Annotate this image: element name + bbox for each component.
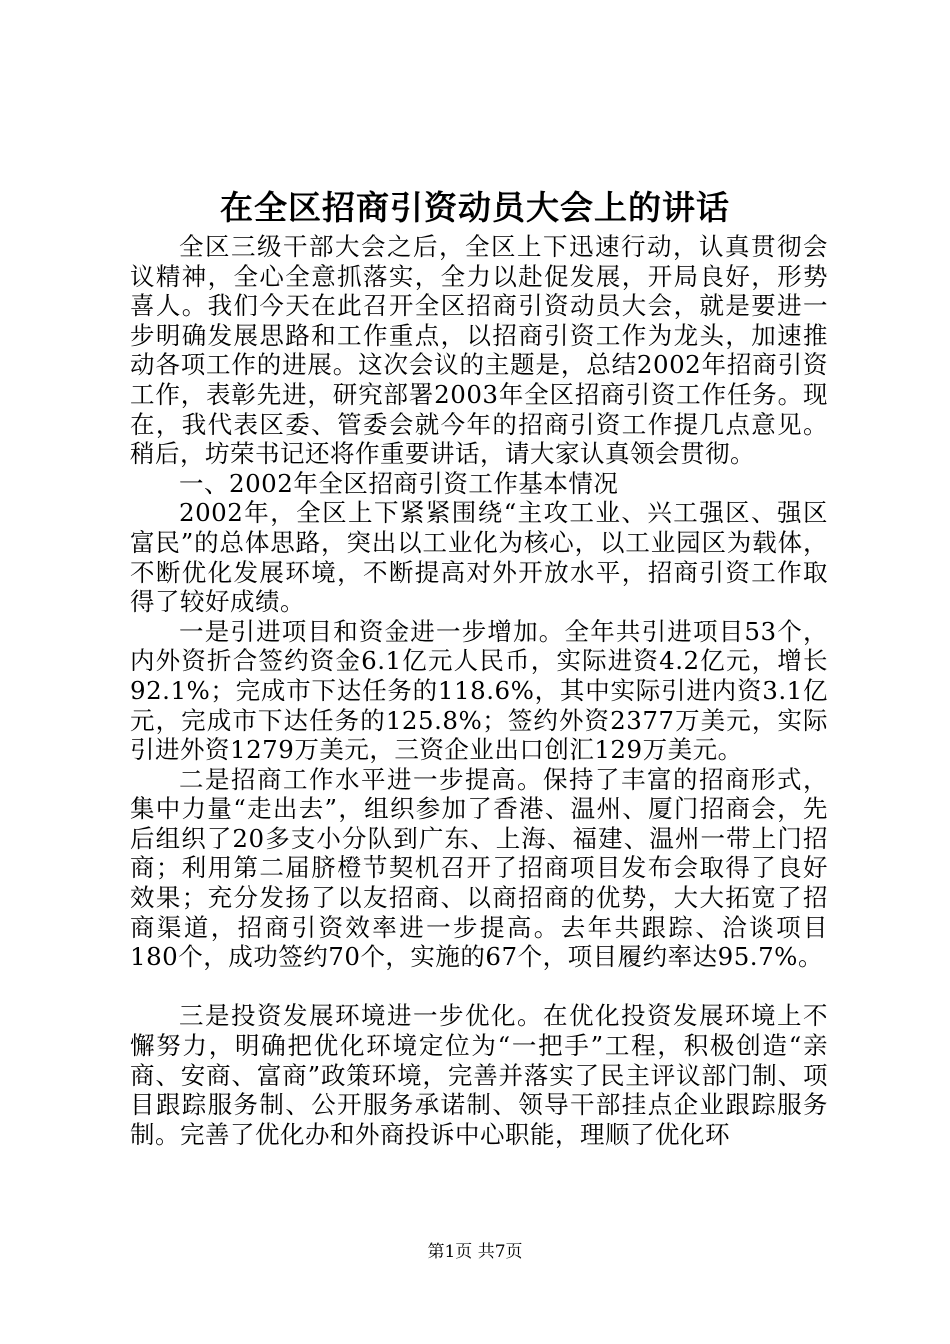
page-number-footer: 第1页 共7页 [427, 1242, 523, 1262]
paragraph-overview: 2002年，全区上下紧紧围绕“主攻工业、兴工强区、强区富民”的总体思路，突出以工业化为核心，以工业园区为载体，不断优化发展环境，不断提高对外开放水平，招商引资工作取得了较好成绩。 [130, 498, 828, 617]
document-title: 在全区招商引资动员大会上的讲话 [220, 188, 730, 227]
paragraph-point-3: 三是投资发展环境进一步优化。在优化投资发展环境上不懈努力，明确把优化环境定位为“一把手”工程，积极创造“亲商、安商、富商”政策环境，完善并落实了民主评议部门制、项目跟踪服务制、公开服务承诺制、领导干部挂点企业跟踪服务制。完善了优化办和外商投诉中心职能，理顺了优化环 [130, 1001, 828, 1149]
section-heading-1: 一、2002年全区招商引资工作基本情况 [179, 468, 619, 498]
document-body [130, 232, 828, 1149]
paragraph-intro: 全区三级干部大会之后，全区上下迅速行动，认真贯彻会议精神，全心全意抓落实，全力以赴促发展，开局良好，形势喜人。我们今天在此召开全区招商引资动员大会，就是要进一步明确发展思路和工作重点，以招商引资工作为龙头，加速推动各项工作的进展。这次会议的主题是，总结2002年招商引资工作，表彰先进，研究部署2003年全区招商引资工作任务。现在，我代表区委、管委会就今年的招商引资工作提几点意见。稍后，坊荣书记还将作重要讲话，请大家认真领会贯彻。 [130, 232, 828, 469]
paragraph-point-1: 一是引进项目和资金进一步增加。全年共引进项目53个，内外资折合签约资金6.1亿元人民币，实际进资4.2亿元，增长92.1%；完成市下达任务的118.6%，其中实际引进内资3.1亿元，完成市下达任务的125.8%；签约外资2377万美元，实际引进外资1279万美元，三资企业出口创汇129万美元。 [130, 616, 828, 765]
paragraph-point-2: 二是招商工作水平进一步提高。保持了丰富的招商形式，集中力量“走出去”，组织参加了香港、温州、厦门招商会，先后组织了20多支小分队到广东、上海、福建、温州一带上门招商；利用第二届脐橙节契机召开了招商项目发布会取得了良好效果；充分发扬了以友招商、以商招商的优势，大大拓宽了招商渠道，招商引资效率进一步提高。去年共跟踪、洽谈项目180个，成功签约70个，实施的67个，项目履约率达95.7%。 [130, 764, 828, 972]
